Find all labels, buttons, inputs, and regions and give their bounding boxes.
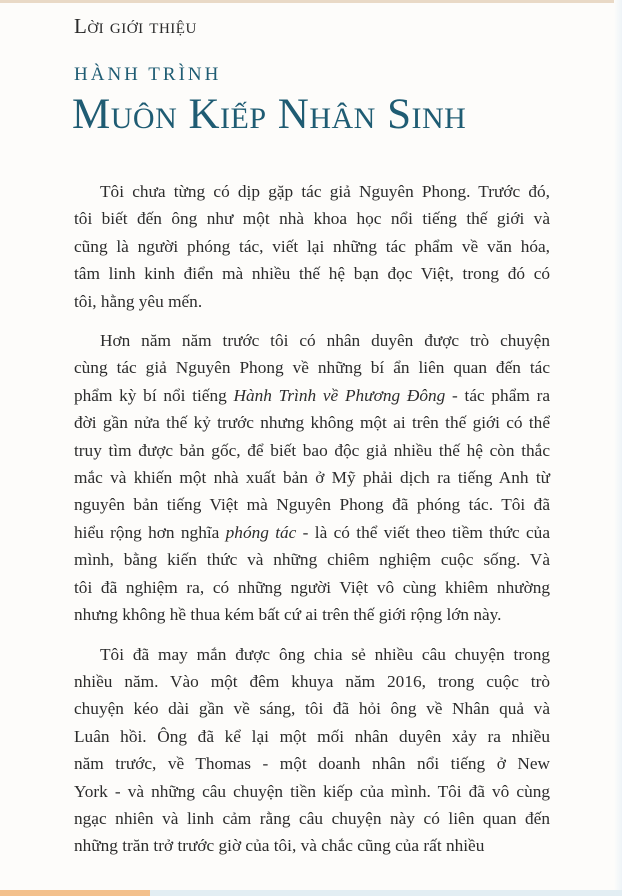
text-line: Tôi đã may mắn được ông chia sẻ nhiều câu chuyện trong [100, 644, 550, 664]
text-line: năm trước, về Thomas - một doanh nhân nổi tiếng ở New [74, 754, 550, 774]
text-line: mắc và khiến một nhà xuất bản ở Mỹ phải dịch ra tiếng Anh từ [74, 468, 550, 488]
section-label: Lời giới thiệu [74, 14, 197, 38]
title-kicker: HÀNH TRÌNH [74, 64, 222, 85]
text-line: nhiều năm. Vào một đêm khuya năm 2016, trong cuộc trò [74, 671, 550, 691]
text-line: Hơn năm năm trước tôi có nhân duyên được trò chuyện [100, 331, 550, 351]
text-line: cũng là người phóng tác, viết lại những tác phẩm về văn hóa, [74, 236, 550, 256]
text-line: nguyên bản tiếng Việt mà Nguyên Phong đã phóng tác. Tôi đã [74, 495, 550, 515]
paragraph [74, 178, 550, 315]
text-line: tôi đã nghiệm ra, có những người Việt vô cùng khiêm nhường [74, 577, 550, 597]
text-line: tôi, hằng yêu mến. [74, 291, 203, 311]
text-line: Tôi chưa từng có dịp gặp tác giả Nguyên Phong. Trước đó, [100, 182, 550, 201]
text-line: đời gần nửa thế kỷ trước nhưng không một ai trên thế giới có thể [74, 413, 550, 433]
bottom-accent [0, 890, 150, 896]
text-line: ngạc nhiên và linh cảm rằng câu chuyện này có liên quan đến [74, 808, 550, 828]
text-run: hiểu rộng hơn nghĩa [74, 522, 226, 542]
italic-title: phóng tác [225, 522, 297, 542]
text-line: chuyện kéo dài gần về sáng, tôi đã hỏi ông về Nhân quả và [74, 699, 550, 719]
body-text [74, 178, 550, 872]
page-edge [614, 0, 622, 896]
text-line: truy tìm được bản gốc, để biết bao độc giả nhiều thế hệ còn thắc [74, 440, 550, 460]
italic-title: Hành Trình về Phương Đông [233, 385, 446, 405]
text-run: phẩm kỳ bí nổi tiếng [74, 385, 234, 405]
text-line [74, 382, 550, 409]
text-line: tôi biết đến ông như một nhà khoa học nổi tiếng thế giới và [74, 209, 550, 229]
text-line: nhưng không hề thua kém bất cứ ai trên thế giới rộng lớn này. [74, 605, 502, 625]
text-line: Luân hồi. Ông đã kể lại một mối nhân duyên xảy ra nhiều [74, 726, 550, 746]
text-line: tâm linh kinh điển mà nhiều thế hệ bạn đọc Việt, trong đó có [74, 264, 550, 284]
bottom-bar [0, 890, 622, 896]
text-line: những trăn trở trước giờ của tôi, và chắc cũng của rất nhiều [74, 836, 485, 856]
text-run: - là có thể viết theo tiềm thức của [296, 522, 550, 542]
text-line: cùng tác giả Nguyên Phong về những bí ẩn liên quan đến tác [74, 358, 550, 378]
text-line [74, 519, 550, 546]
top-rule [0, 0, 622, 3]
paragraph [74, 327, 550, 628]
text-line: mình, bằng kiến thức và những chiêm nghiệm cuộc sống. Và [74, 550, 550, 570]
paragraph [74, 641, 550, 860]
text-run: - tác phẩm ra [445, 385, 550, 405]
page-title: Muôn Kiếp Nhân Sinh [72, 91, 467, 138]
text-line: York - và những câu chuyện tiền kiếp của mình. Tôi đã vô cùng [74, 781, 550, 801]
